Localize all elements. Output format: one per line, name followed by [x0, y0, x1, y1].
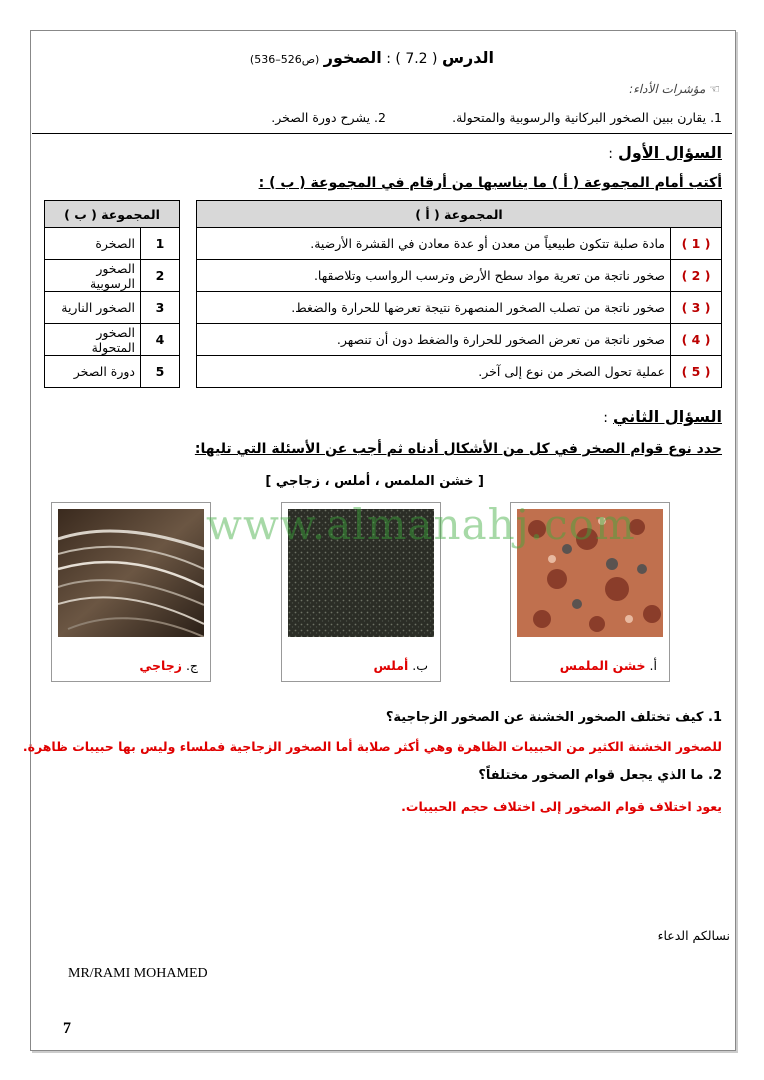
q1-instruction: أكتب أمام المجموعة ( أ ) ما يناسبها من أرقام في المجموعة ( ب ) :: [258, 175, 722, 191]
row-text: الصخور المتحولة: [45, 324, 141, 356]
caption-a: [511, 658, 669, 673]
table-row: [197, 292, 722, 324]
row-number: ( 2 ): [671, 260, 722, 292]
row-number: 5: [141, 356, 180, 388]
group-b-header: المجموعة ( ب ): [45, 201, 180, 228]
caption-answer: زجاجي: [139, 658, 182, 673]
q1-heading: [608, 143, 722, 162]
row-text: عملية تحول الصخر من نوع إلى آخر.: [197, 356, 671, 388]
lesson-label: الدرس: [441, 48, 494, 67]
lesson-number: ( 7.2 ) :: [386, 51, 438, 67]
row-number: 2: [141, 260, 180, 292]
row-text: مادة صلبة تتكون طبيعياً من معدن أو عدة معادن في القشرة الأرضية.: [197, 228, 671, 260]
answer-1: للصخور الخشنة الكثير من الحبيبات الظاهرة وهي أكثر صلابة أما الصخور الزجاجية فملساء وليس بها حبيبات ظاهرة.: [22, 739, 722, 754]
q2-heading: [603, 407, 722, 426]
caption-c: [52, 658, 210, 673]
table-row: [45, 292, 180, 324]
group-a-table: [196, 200, 722, 388]
q2-title: السؤال الثاني: [613, 407, 722, 426]
group-a-header: المجموعة ( أ ): [197, 201, 722, 228]
row-text: الصخور النارية: [45, 292, 141, 324]
table-row: [197, 324, 722, 356]
table-row: [45, 228, 180, 260]
row-text: الصخرة: [45, 228, 141, 260]
texture-options: [ خشن الملمس ، أملس ، زجاجي ]: [265, 474, 484, 489]
row-text: دورة الصخر: [45, 356, 141, 388]
row-number: 1: [141, 228, 180, 260]
row-text: الصخور الرسوبية: [45, 260, 141, 292]
q2-instruction: حدد نوع قوام الصخر في كل من الأشكال أدناه ثم أجب عن الأسئلة التي تليها:: [194, 441, 722, 457]
author-name: MR/RAMI MOHAMED: [68, 966, 208, 981]
row-text: صخور ناتجة من تعرية مواد سطح الأرض وترسب الرواسب وتلاصقها.: [197, 260, 671, 292]
lesson-pages: (ص526–536): [249, 53, 320, 66]
divider: [32, 133, 732, 134]
glassy-rock-photo: [58, 509, 204, 637]
caption-answer: خشن الملمس: [559, 658, 646, 673]
caption-prefix: أ.: [649, 658, 657, 673]
performance-label: مؤشرات الأداء:: [629, 82, 706, 96]
q1-title: السؤال الأول: [618, 143, 722, 162]
row-text: صخور ناتجة من تصلب الصخور المنصهرة نتيجة تعرضها للحرارة والضغط.: [197, 292, 671, 324]
lesson-heading: [250, 48, 494, 67]
group-b-table: [44, 200, 180, 388]
closing-text: نسالكم الدعاء: [657, 928, 730, 943]
row-text: صخور ناتجة من تعرض الصخور للحرارة والضغط دون أن تنصهر.: [197, 324, 671, 356]
row-number: 3: [141, 292, 180, 324]
table-row: [45, 260, 180, 292]
q1-colon: :: [608, 146, 613, 162]
performance-indicators: [629, 82, 720, 96]
q2-colon: :: [603, 410, 608, 426]
watermark: www.almanahj.com: [206, 500, 636, 549]
table-row: [45, 356, 180, 388]
objective-2: 2. يشرح دورة الصخر.: [271, 110, 386, 125]
pointing-hand-icon: ☜: [709, 82, 720, 96]
page-number: 7: [63, 1020, 71, 1037]
row-number: ( 1 ): [671, 228, 722, 260]
table-row: [197, 356, 722, 388]
question-2: 2. ما الذي يجعل قوام الصخور مختلفاً؟: [478, 768, 722, 783]
table-row: [45, 324, 180, 356]
objective-1: 1. يقارن ببين الصخور البركانية والرسوبية والمتحولة.: [452, 110, 722, 125]
row-number: ( 3 ): [671, 292, 722, 324]
caption-answer: أملس: [373, 658, 409, 673]
row-number: 4: [141, 324, 180, 356]
table-row: [197, 228, 722, 260]
table-row: [197, 260, 722, 292]
image-box-c: [51, 502, 211, 682]
row-number: ( 5 ): [671, 356, 722, 388]
caption-prefix: ج.: [185, 658, 198, 673]
lesson-title: الصخور: [323, 48, 382, 67]
row-number: ( 4 ): [671, 324, 722, 356]
answer-2: يعود اختلاف قوام الصخور إلى اختلاف حجم الحبيبات.: [401, 799, 722, 814]
question-1: 1. كيف تختلف الصخور الخشنة عن الصخور الزجاجية؟: [385, 710, 722, 725]
caption-prefix: ب.: [412, 658, 428, 673]
caption-b: [282, 658, 440, 673]
